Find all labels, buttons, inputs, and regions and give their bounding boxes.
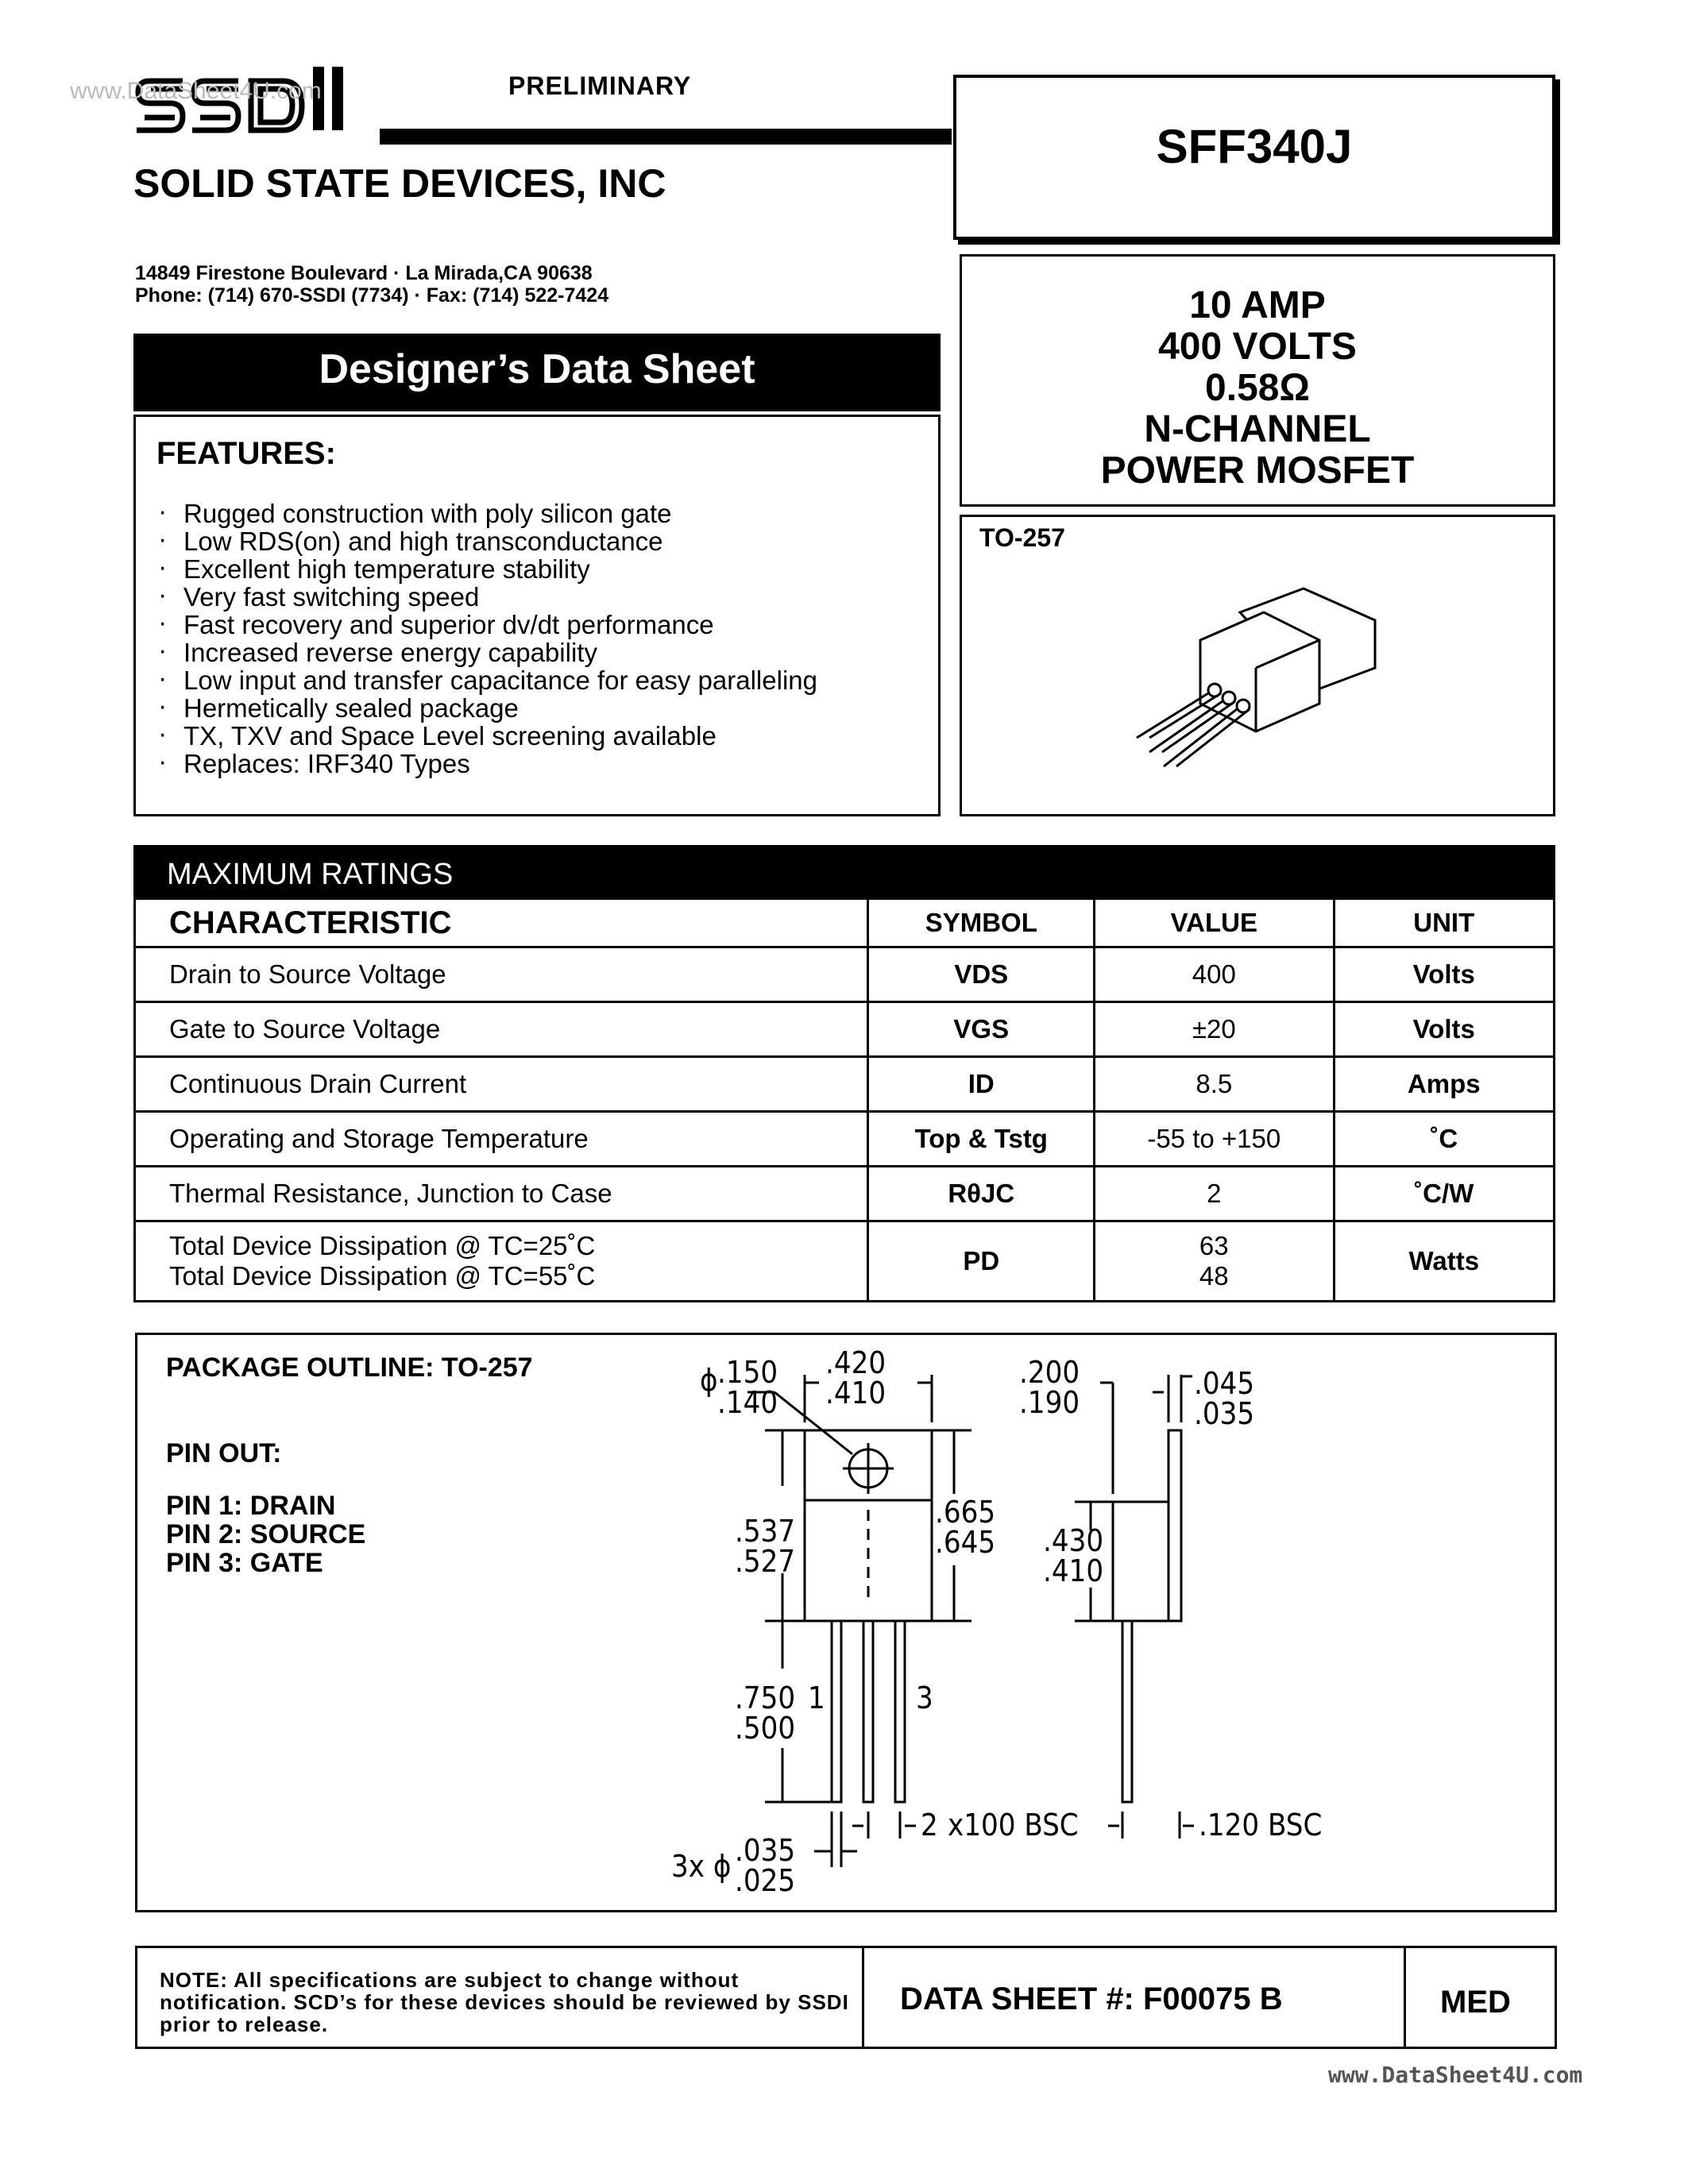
cell-symbol: ID <box>868 1057 1095 1112</box>
address-line: 14849 Firestone Boulevard · La Mirada,CA 90638 <box>135 262 593 284</box>
side-lead <box>1122 1621 1132 1802</box>
table-row <box>135 1112 1555 1167</box>
pin-3-label: PIN 3: GATE <box>166 1548 323 1578</box>
feature-item: · Low RDS(on) and high transconductance <box>155 527 817 555</box>
dim-lead-dia-max: .035 <box>735 1833 796 1868</box>
dim-width-min: .410 <box>825 1376 886 1410</box>
dim-total-max: .665 <box>935 1495 996 1530</box>
dim-thick-max: .200 <box>1019 1355 1080 1390</box>
cell-unit: Volts <box>1334 947 1555 1002</box>
cell-characteristic: Continuous Drain Current <box>135 1057 868 1112</box>
pin-2-label: PIN 2: SOURCE <box>166 1519 366 1549</box>
lead-2 <box>863 1621 873 1802</box>
spec-summary <box>962 285 1553 492</box>
cell-symbol: VDS <box>868 947 1095 1002</box>
cell-symbol: RθJC <box>868 1167 1095 1221</box>
package-label: TO-257 <box>979 523 1065 552</box>
characteristic-line: Total Device Dissipation @ TC=25˚C <box>169 1231 596 1260</box>
cell-value: 8.5 <box>1095 1057 1334 1112</box>
cell-unit: Volts <box>1334 1002 1555 1057</box>
pin-number-right: 3 <box>916 1680 933 1715</box>
cell-unit: Amps <box>1334 1057 1555 1112</box>
spec-voltage: 400 VOLTS <box>1158 326 1357 368</box>
feature-item: · Rugged construction with poly silicon gate <box>155 500 817 527</box>
cell-value: 2 <box>1095 1167 1334 1221</box>
dim-tab-min: .035 <box>1194 1396 1255 1431</box>
dim-lead-dia-prefix: 3x ϕ <box>671 1849 732 1884</box>
feature-item: · Excellent high temperature stability <box>155 555 817 583</box>
dim-side-pitch: .120 BSC <box>1199 1808 1323 1843</box>
cell-characteristic: Drain to Source Voltage <box>135 947 868 1002</box>
part-number-box <box>953 75 1555 240</box>
table-row <box>135 1002 1555 1057</box>
dim-lead-max: .750 <box>735 1680 796 1715</box>
preliminary-label: PRELIMINARY <box>508 71 692 100</box>
package-outline-title: PACKAGE OUTLINE: TO-257 <box>166 1352 533 1383</box>
dim-tab-max: .045 <box>1194 1366 1255 1401</box>
cell-characteristic: Gate to Source Voltage <box>135 1002 868 1057</box>
side-body <box>1113 1502 1168 1621</box>
cell-unit: Watts <box>1334 1221 1555 1302</box>
cell-value: -55 to +150 <box>1095 1112 1334 1167</box>
features-list <box>155 500 817 778</box>
dim-hole-max: .150 <box>717 1355 778 1390</box>
lead-1 <box>832 1621 841 1802</box>
package-image-box <box>960 515 1555 816</box>
spec-channel: N-CHANNEL <box>1144 408 1371 450</box>
footer-code: MED <box>1440 1985 1511 2020</box>
dim-body-max: .537 <box>735 1514 796 1549</box>
col-header-characteristic: CHARACTERISTIC <box>135 899 868 947</box>
side-tab <box>1168 1430 1181 1621</box>
feature-item: · Low input and transfer capacitance for easy paralleling <box>155 666 817 694</box>
col-header-symbol: SYMBOL <box>868 899 1095 947</box>
watermark-bottom: www.DataSheet4U.com <box>1328 2062 1583 2088</box>
features-title: FEATURES: <box>156 436 336 471</box>
pin-number-left: 1 <box>808 1680 825 1715</box>
table-row <box>135 1221 1555 1302</box>
feature-item: · TX, TXV and Space Level screening available <box>155 722 817 750</box>
table-header-row <box>135 899 1555 947</box>
feature-item: · Hermetically sealed package <box>155 694 817 722</box>
phone-fax-line: Phone: (714) 670-SSDI (7734) · Fax: (714) 522-7424 <box>135 284 609 307</box>
dim-hole-symbol: ϕ <box>700 1363 718 1398</box>
package-outline-box <box>135 1333 1557 1912</box>
cell-symbol: PD <box>868 1221 1095 1302</box>
cell-characteristic: Operating and Storage Temperature <box>135 1112 868 1167</box>
col-header-unit: UNIT <box>1334 899 1555 947</box>
cell-value <box>1095 1221 1334 1302</box>
footer-divider <box>862 1948 864 2047</box>
dim-lead-dia-min: .025 <box>735 1863 796 1898</box>
col-header-value: VALUE <box>1095 899 1334 947</box>
spec-resistance: 0.58Ω <box>1205 367 1310 409</box>
table-row <box>135 1167 1555 1221</box>
dim-hole-min: .140 <box>717 1385 778 1420</box>
dim-total-min: .645 <box>935 1525 996 1560</box>
package-outline-drawing <box>137 1335 1555 1910</box>
dim-side-max: .430 <box>1043 1523 1104 1558</box>
dim-side-min: .410 <box>1043 1553 1104 1588</box>
characteristic-line: Total Device Dissipation @ TC=55˚C <box>169 1261 596 1291</box>
dim-thick-min: .190 <box>1019 1385 1080 1420</box>
value-line: 63 <box>1199 1231 1229 1260</box>
designers-data-sheet-banner: Designer’s Data Sheet <box>133 334 941 405</box>
cell-value: ±20 <box>1095 1002 1334 1057</box>
cell-symbol: Top & Tstg <box>868 1112 1095 1167</box>
feature-item: · Very fast switching speed <box>155 583 817 611</box>
value-line: 48 <box>1199 1261 1229 1291</box>
spec-summary-box <box>960 254 1555 507</box>
lead-3 <box>895 1621 905 1802</box>
dim-width-max: .420 <box>825 1345 886 1380</box>
table-row <box>135 947 1555 1002</box>
cell-unit: ˚C/W <box>1334 1167 1555 1221</box>
company-name: SOLID STATE DEVICES, INC <box>133 161 666 206</box>
cell-symbol: VGS <box>868 1002 1095 1057</box>
to257-package-icon <box>1121 565 1407 787</box>
feature-item: · Replaces: IRF340 Types <box>155 750 817 778</box>
footer-box <box>135 1946 1557 2049</box>
datasheet-number: DATA SHEET #: F00075 B <box>900 1981 1283 2016</box>
spec-device-type: POWER MOSFET <box>1100 450 1415 492</box>
feature-item: · Increased reverse energy capability <box>155 639 817 666</box>
footer-note: NOTE: All specifications are subject to change without notification. SCD’s for these devices should be reviewed by SSDI prior to release. <box>160 1968 849 2036</box>
maximum-ratings-header: MAXIMUM RATINGS <box>133 845 1555 897</box>
watermark-top: www.DataSheet4U.com <box>70 78 322 104</box>
pinout-title: PIN OUT: <box>166 1438 282 1468</box>
dim-pitch: x100 BSC <box>948 1808 1079 1843</box>
pin-1-label: PIN 1: DRAIN <box>166 1491 336 1521</box>
feature-item: · Fast recovery and superior dv/dt performance <box>155 611 817 639</box>
part-number: SFF340J <box>1156 120 1353 173</box>
cell-value: 400 <box>1095 947 1334 1002</box>
table-row <box>135 1057 1555 1112</box>
header-rule <box>380 129 952 145</box>
dim-body-min: .527 <box>735 1544 796 1579</box>
dim-lead-min: .500 <box>735 1711 796 1746</box>
cell-characteristic <box>135 1221 868 1302</box>
features-box <box>133 415 941 816</box>
cell-unit: ˚C <box>1334 1112 1555 1167</box>
cell-characteristic: Thermal Resistance, Junction to Case <box>135 1167 868 1221</box>
maximum-ratings-table <box>133 897 1555 1302</box>
footer-divider <box>1404 1948 1406 2047</box>
pin-number-mid: 2 <box>921 1808 938 1843</box>
spec-current: 10 AMP <box>1189 284 1326 326</box>
